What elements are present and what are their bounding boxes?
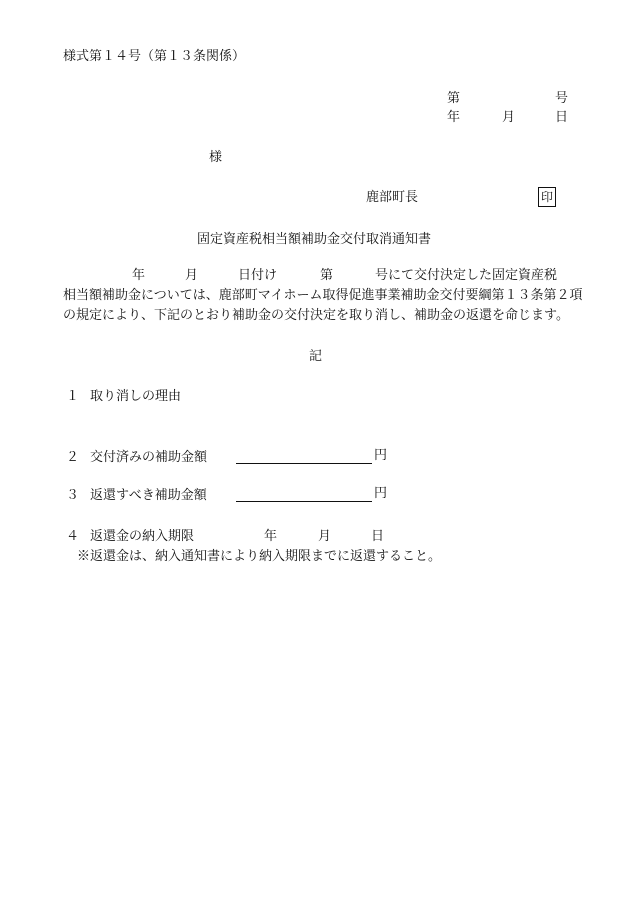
date-month: 月 [502,110,516,125]
date-day: 日 [555,110,569,125]
document-title: 固定資産税相当額補助金交付取消通知書 [197,232,432,247]
item-3-amount [236,486,387,502]
item-2-amount-blank [236,449,372,464]
body-line1-tail: 号にて交付決定した固定資産税 [375,268,558,283]
item-1-label: 取り消しの理由 [90,389,182,404]
body-date-suffix: 日付け [238,268,278,283]
ref-go: 号 [555,91,569,106]
item-3-unit: 円 [374,486,388,501]
ref-dai: 第 [447,91,461,106]
body-month: 月 [185,268,199,283]
item-4-day: 日 [371,529,385,544]
date-year: 年 [447,110,461,125]
body-year: 年 [132,268,146,283]
item-3-number: ３ [66,488,80,503]
item-2-unit: 円 [374,448,388,463]
addressee-honorific: 様 [209,150,223,165]
ki-marker: 記 [309,349,323,364]
body-text: 相当額補助金については、鹿部町マイホーム取得促進事業補助金交付要綱第１３条第２項の規定により、下記のとおり補助金の交付決定を取り消し、補助金の返還を命じます。 [63,288,583,323]
body-paragraph [63,266,583,326]
sender-name: 鹿部町長 [366,190,419,205]
item-2-number: ２ [66,450,80,465]
item-2-amount [236,448,387,464]
seal-mark: 印 [538,187,556,207]
item-2-label: 交付済みの補助金額 [90,450,208,465]
item-4-number: ４ [66,529,80,544]
item-4-label: 返還金の納入期限 [90,529,195,544]
form-number-label: 様式第１４号（第１３条関係） [63,49,246,64]
item-3-amount-blank [236,487,372,502]
item-4-year: 年 [264,529,278,544]
body-dai: 第 [320,268,334,283]
return-note: ※返還金は、納入通知書により納入期限までに返還すること。 [77,549,442,564]
item-3-label: 返還すべき補助金額 [90,488,207,503]
item-4-month: 月 [318,529,332,544]
body-first-line [63,266,583,286]
item-1-number: １ [66,389,80,404]
